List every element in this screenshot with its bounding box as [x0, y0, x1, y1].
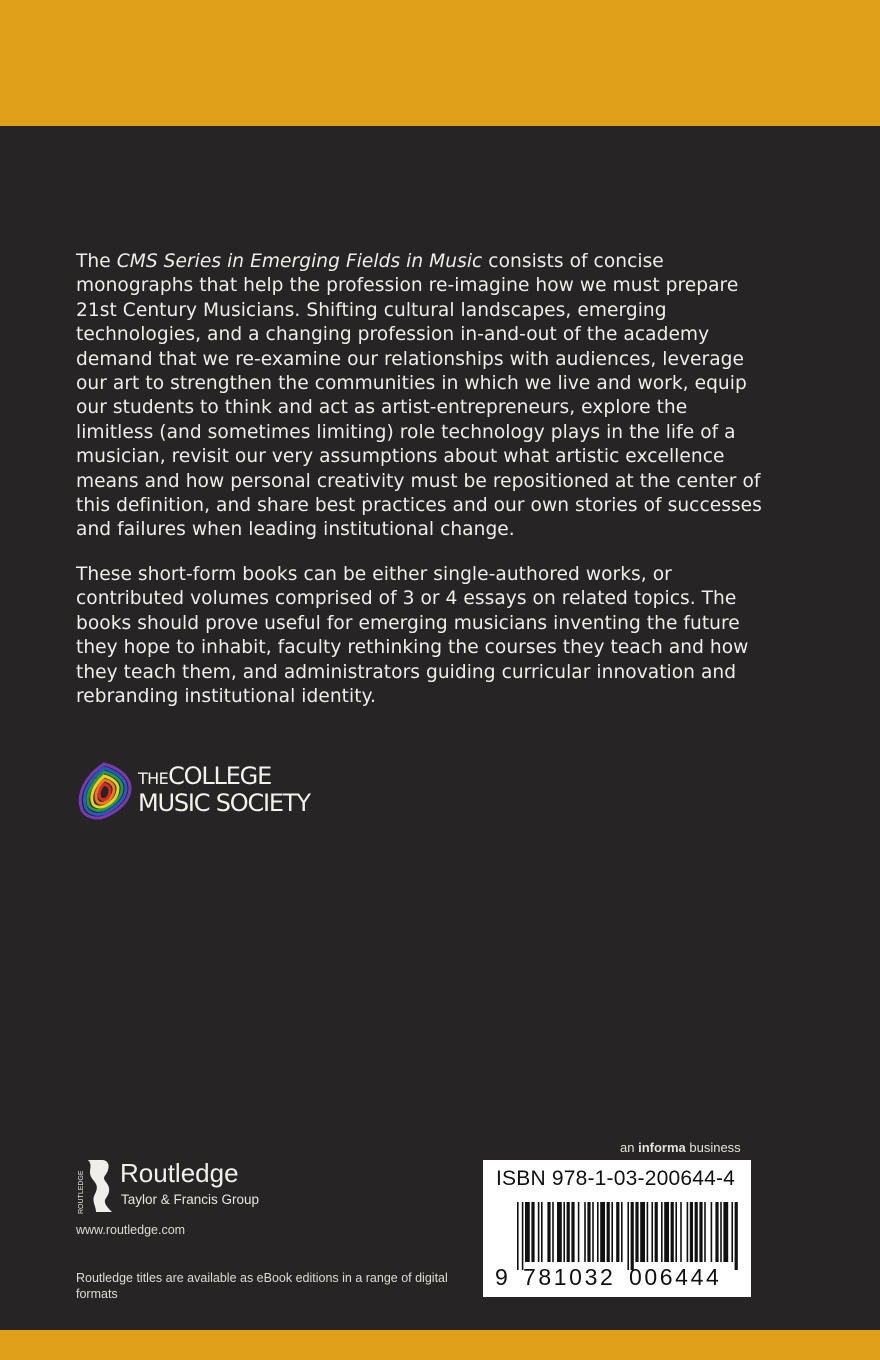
barcode-bar	[538, 1202, 540, 1262]
informa-business-tagline	[620, 1140, 741, 1155]
barcode-bar	[640, 1202, 645, 1262]
routledge-profile-icon	[74, 1158, 114, 1214]
barcode-bar	[597, 1202, 599, 1262]
barcode-bar	[525, 1202, 530, 1262]
barcode-bar	[680, 1202, 682, 1262]
college-music-society-logo	[76, 760, 346, 822]
blurb-paragraph-1	[76, 250, 766, 543]
informa-brand: informa	[638, 1140, 686, 1155]
barcode-bar	[578, 1202, 580, 1262]
barcode-bar	[517, 1202, 519, 1270]
barcode-bar	[690, 1202, 693, 1262]
barcode-bar	[607, 1202, 610, 1262]
barcode-bar	[651, 1202, 653, 1262]
barcode-bar	[711, 1202, 713, 1262]
barcode-bar	[720, 1202, 722, 1262]
barcode-bar	[531, 1202, 534, 1262]
barcode-bar	[587, 1202, 590, 1262]
routledge-vertical-mark: ROUTLEDGE	[78, 1170, 85, 1214]
barcode-bar	[600, 1202, 605, 1262]
routledge-name: Routledge	[120, 1158, 239, 1188]
isbn-digit-first: 9	[495, 1264, 508, 1290]
barcode-bar	[704, 1202, 706, 1262]
barcode-bar	[567, 1202, 570, 1262]
barcode-bar	[723, 1202, 728, 1262]
barcode-bar	[631, 1202, 634, 1270]
cms-logo-the: THE	[138, 769, 169, 788]
cms-logo-music-society: MUSIC SOCIETY	[138, 789, 310, 817]
barcode-bar	[687, 1202, 689, 1262]
barcode-bar	[557, 1202, 562, 1262]
barcode-bar	[647, 1202, 649, 1262]
barcode-bar	[715, 1202, 718, 1262]
rainbow-flame-icon	[76, 760, 134, 822]
publisher-website[interactable]: www.routledge.com	[76, 1223, 186, 1237]
blurb-prefix: The	[76, 251, 117, 272]
blurb-p1-text: consists of concise monographs that help the profession re-imagine how we must prepare 21st Century Musicians. Shifting cultural landscapes, emerging technologies, and a changing profession in-and-out of the academy demand that we re-examine our relationships with audiences, leverage our art to strengthen the communities in which we live and work, equip our students to think and act as artist-entrepreneurs, explore the limitless (and sometimes limiting) role technology plays in the life of a musician, revisit our very assumptions about what artistic excellence means and how personal creativity must be repositioned at the center of this definition, and share best practices and our own stories of successes and failures when leading institutional change.	[76, 251, 762, 541]
barcode-bar	[541, 1202, 543, 1262]
bottom-color-band	[0, 1330, 880, 1360]
barcode-bar	[675, 1202, 677, 1262]
barcode-bar	[592, 1202, 594, 1262]
back-cover-blurb	[76, 250, 766, 729]
cms-logo-college: COLLEGE	[168, 762, 272, 790]
barcode-bar	[664, 1202, 669, 1262]
barcode-bar	[661, 1202, 663, 1262]
top-color-band	[0, 0, 880, 126]
barcode-bar	[584, 1202, 586, 1262]
barcode-bar	[571, 1202, 574, 1262]
barcode-bar	[522, 1202, 524, 1270]
barcode-bar	[695, 1202, 698, 1262]
cms-logo-text	[138, 764, 310, 815]
barcode-bar	[731, 1202, 733, 1262]
blurb-paragraph-2: These short-form books can be either single-authored works, or contributed volumes comprised of 3 or 4 essays on related topics. The books should prove useful for emerging musicians inventing the future they hope to inhabit, faculty rethinking the courses they teach and how they teach them, and administrators guiding curricular innovation and rebranding institutional identity.	[76, 563, 749, 707]
barcode-bar	[627, 1202, 629, 1270]
isbn-label: ISBN 978-1-03-200644-4	[496, 1167, 736, 1190]
barcode-bar	[671, 1202, 674, 1262]
isbn-barcode	[483, 1160, 751, 1297]
barcode-bar	[552, 1202, 554, 1262]
isbn-digits-left: 781032	[523, 1264, 616, 1290]
barcode-bar	[563, 1202, 565, 1262]
publisher-group: Taylor & Francis Group	[121, 1192, 260, 1207]
barcode-bar	[616, 1202, 619, 1262]
isbn-digits-right: 006444	[629, 1264, 722, 1290]
barcode-bar	[621, 1202, 623, 1262]
informa-prefix: an	[620, 1140, 639, 1155]
isbn-digits	[483, 1264, 751, 1292]
barcode-bar	[635, 1202, 638, 1262]
barcode-bar	[735, 1202, 738, 1270]
informa-suffix: business	[685, 1140, 741, 1155]
series-title: CMS Series in Emerging Fields in Music	[116, 251, 483, 272]
routledge-logo	[74, 1158, 294, 1214]
barcode-bar	[699, 1202, 702, 1262]
barcode-bar	[611, 1202, 613, 1262]
barcode-bar	[655, 1202, 658, 1262]
ebook-note: Routledge titles are available as eBook editions in a range of digital formats	[76, 1271, 448, 1301]
barcode-bar	[547, 1202, 550, 1262]
